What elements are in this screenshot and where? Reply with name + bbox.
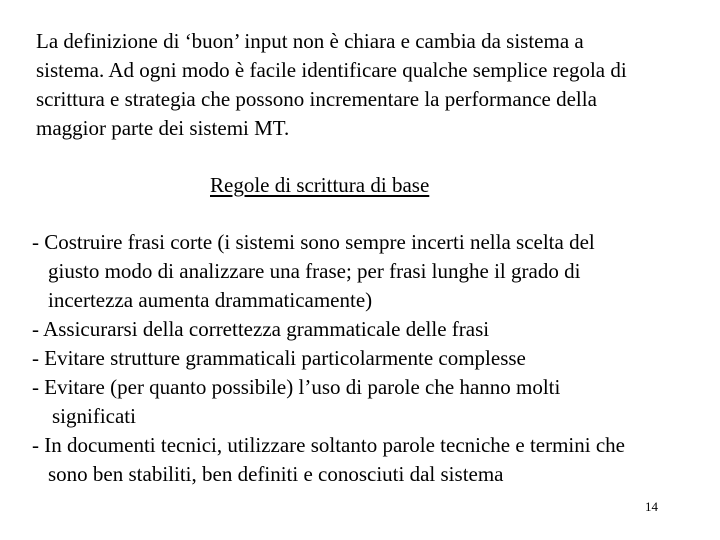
rule-item bbox=[32, 344, 720, 373]
rule-line: significati bbox=[52, 404, 136, 428]
rule-item bbox=[32, 373, 720, 431]
intro-line: La definizione di ‘buon’ input non è chiara e cambia da sistema a bbox=[36, 29, 584, 53]
rule-line: giusto modo di analizzare una frase; per frasi lunghe il grado di bbox=[48, 259, 581, 283]
intro-line: sistema. Ad ogni modo è facile identificare qualche semplice regola di bbox=[36, 58, 627, 82]
section-heading: Regole di scrittura di base bbox=[210, 173, 430, 197]
intro-line: scrittura e strategia che possono incrementare la performance della bbox=[36, 87, 597, 111]
page-number: 14 bbox=[645, 499, 658, 514]
rule-item bbox=[32, 431, 720, 489]
rule-line: - Assicurarsi della correttezza grammaticale delle frasi bbox=[32, 317, 490, 341]
rule-item bbox=[32, 228, 720, 315]
intro-line: maggior parte dei sistemi MT. bbox=[36, 116, 290, 140]
rule-line: - Evitare (per quanto possibile) l’uso di parole che hanno molti bbox=[32, 375, 561, 399]
rule-line: - Evitare strutture grammaticali particolarmente complesse bbox=[32, 346, 526, 370]
rules-list bbox=[32, 228, 720, 489]
rule-item bbox=[32, 315, 720, 344]
intro-paragraph bbox=[36, 27, 720, 143]
rule-line: - In documenti tecnici, utilizzare soltanto parole tecniche e termini che bbox=[32, 433, 625, 457]
rule-line: sono ben stabiliti, ben definiti e conosciuti dal sistema bbox=[48, 462, 504, 486]
rule-line: incertezza aumenta drammaticamente) bbox=[48, 288, 373, 312]
rule-line: - Costruire frasi corte (i sistemi sono sempre incerti nella scelta del bbox=[32, 230, 595, 254]
